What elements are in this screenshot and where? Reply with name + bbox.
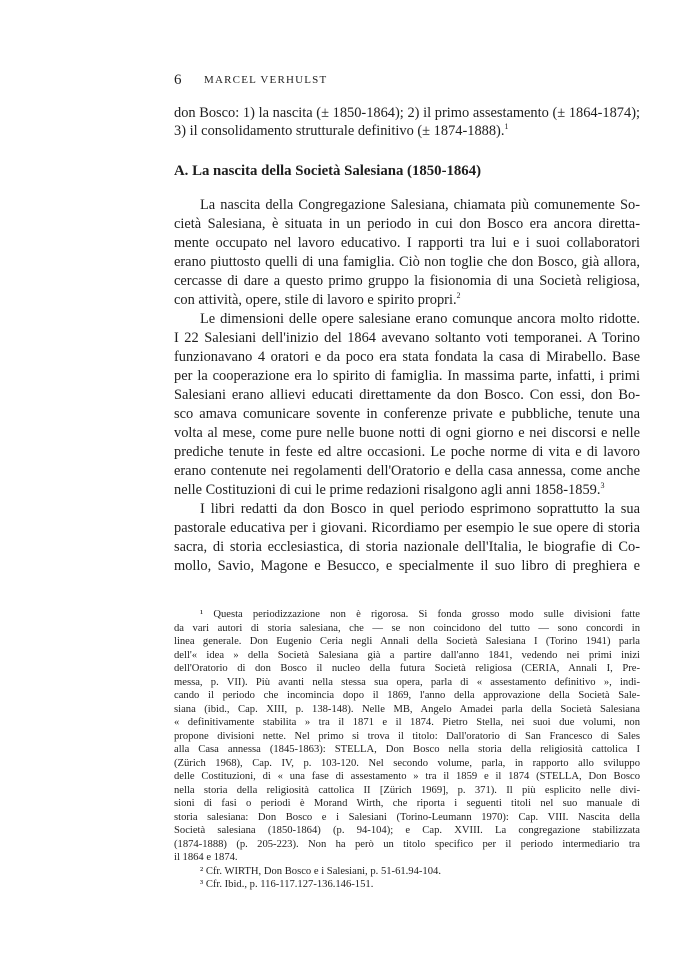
body-line: I 22 Salesiani dell'inizio del 1864 avevano soltanto voti temporanei. A Torino [174, 330, 640, 346]
footnote-line: linea generale. Don Eugenio Ceria negli Annali della Società Salesiana I (Torino 1941) parla [174, 636, 640, 647]
body-line-text: con attività, opere, stile di lavoro e spirito propri. [174, 292, 457, 308]
body-line: prediche tenute in feste ed altre occasioni. Le poche norme di vita e di lavoro [174, 444, 640, 460]
body-line: La nascita della Congregazione Salesiana, chiamata più comunemente So- [200, 197, 640, 213]
footnote-line: alla Casa annessa (1845-1863): STELLA, Don Bosco nella storia della religiosità cattolica I [174, 744, 640, 755]
footnote-line: dell'Oratorio di don Bosco il nucleo della futura Società religiosa (CERIA, Annali I, Pre- [174, 663, 640, 674]
footnote-ref: 1 [504, 122, 509, 132]
body-line: funzionavano 4 oratori e da poco era stata fondata la casa di Mirabello. Base [174, 349, 640, 365]
footnote-line: il 1864 e 1874. [174, 852, 238, 863]
intro-line [174, 122, 640, 140]
footnote-ref: 3 [600, 481, 605, 491]
footnote-ref: 2 [456, 291, 461, 301]
footnote-line: propone divisioni nette. Nel primo si trova il titolo: Dall'oratorio di San Francesco di Sales [174, 730, 640, 742]
body-line [174, 291, 640, 309]
footnote-line: da vari autori di storia salesiana, che — se non coincidono del tutto — sono concordi in [174, 622, 640, 634]
body-line: per la cooperazione era lo spirito di famiglia. In massima parte, infatti, i primi [174, 368, 640, 384]
body-line-text: nelle Costituzioni di cui le prime redazioni risalgono agli anni 1858-1859. [174, 482, 601, 498]
footnote-line: Società salesiana (1850-1864) (p. 94-104); e Cap. XVIII. La congregazione stabilizzata [174, 825, 640, 836]
body-line: cercasse di dare a questo primo gruppo la fisionomia di una Società religiosa, [174, 273, 640, 289]
body-line: sco amava comunicare sovente in conferenze private e pubbliche, tenute una [174, 406, 640, 422]
footnote-line: delle Costituzioni, di « una fase di assestamento » tra il 1859 e il 1874 (STELLA, Don Bosco [174, 771, 640, 782]
body-line: pastorale educativa per i giovani. Ricordiamo per esempio le sue opere di storia [174, 520, 640, 536]
intro-line-text: 3) il consolidamento strutturale definitivo (± 1874-1888). [174, 123, 505, 139]
body-line: volta al mese, come pure nelle buone notti di ogni giorno e nei discorsi e nelle [174, 425, 640, 441]
footnote-line: « definitivamente stabilita » tra il 1871 e il 1874. Pietro Stella, nei suoi due volumi, non [174, 717, 640, 728]
body-line: Le dimensioni delle opere salesiane erano comunque ancora molto ridotte. [200, 311, 640, 327]
footnote-line: messa, p. VII). Più avanti nella stessa sua opera, parla di « assestamento definitivo », indi- [174, 676, 640, 688]
footnote-line: nella storia della religiosità cattolica II [Zürich 1969], p. 371). Il più esplicito nelle divi- [174, 784, 640, 796]
body-line: erano contenute nei regolamenti dell'Oratorio e della casa annessa, come anche [174, 463, 640, 479]
footnote-line: (Zürich 1968), Cap. IV, p. 103-120. Nel secondo volume, parla, in rapporto allo sviluppo [174, 757, 640, 769]
page-header [174, 72, 644, 90]
footnote-line: dell'« idea » della Società Salesiana già a partire dall'anno 1841, vedendo nei primi inizi [174, 649, 640, 661]
footnote-line: storia salesiana: Don Bosco e i Salesiani (Torino-Leumann 1970): Cap. VIII. Nascita della [174, 811, 640, 823]
body-line: Salesiani erano allievi educati direttamente da don Bosco. Con essi, don Bo- [174, 387, 640, 403]
footnote-line: siana (ibid., Cap. XIII, p. 138-148). Nelle MB, Angelo Amadei parla della Società Salesiana [174, 703, 640, 715]
page-number: 6 [174, 72, 182, 88]
footnote-3: ³ Cfr. Ibid., p. 116-117.127-136.146-151. [200, 879, 374, 890]
body-line: I libri redatti da don Bosco in quel periodo esprimono soprattutto la sua [200, 501, 640, 517]
footnote-line: (1874-1888) (p. 205-223). Non ha però un titolo specifico per il periodo intermediario tra [174, 838, 640, 850]
footnote-line: ¹ Questa periodizzazione non è rigorosa. Si fonda grosso modo sulle divisioni fatte [200, 609, 640, 620]
footnote-line: cando il periodo che incomincia dopo il 1869, l'anno della approvazione della Società Sale- [174, 690, 640, 701]
footnote-line: sioni di fasi o periodi è Morand Wirth, che riporta i seguenti titoli nel suo manuale di [174, 798, 640, 809]
section-heading: A. La nascita della Società Salesiana (1850-1864) [174, 163, 482, 179]
body-line: sacra, di storia ecclesiastica, di storia nazionale dell'Italia, le biografie di Co- [174, 539, 640, 555]
intro-line: don Bosco: 1) la nascita (± 1850-1864); 2) il primo assestamento (± 1864-1874); [174, 105, 640, 121]
running-head: MARCEL VERHULST [204, 74, 328, 86]
footnote-2: ² Cfr. WIRTH, Don Bosco e i Salesiani, p. 51-61.94-104. [200, 865, 441, 877]
body-line: mollo, Savio, Magone e Besucco, e specialmente il suo libro di preghiera e [174, 558, 640, 574]
body-line: cietà Salesiana, è situata in un periodo in cui don Bosco era ancora diretta- [174, 216, 640, 232]
body-line: mente occupato nel lavoro educativo. I rapporti tra lui e i suoi collaboratori [174, 235, 640, 251]
body-line [174, 481, 640, 499]
body-line: erano piuttosto quelli di una famiglia. Ciò non toglie che don Bosco, già allora, [174, 254, 640, 270]
